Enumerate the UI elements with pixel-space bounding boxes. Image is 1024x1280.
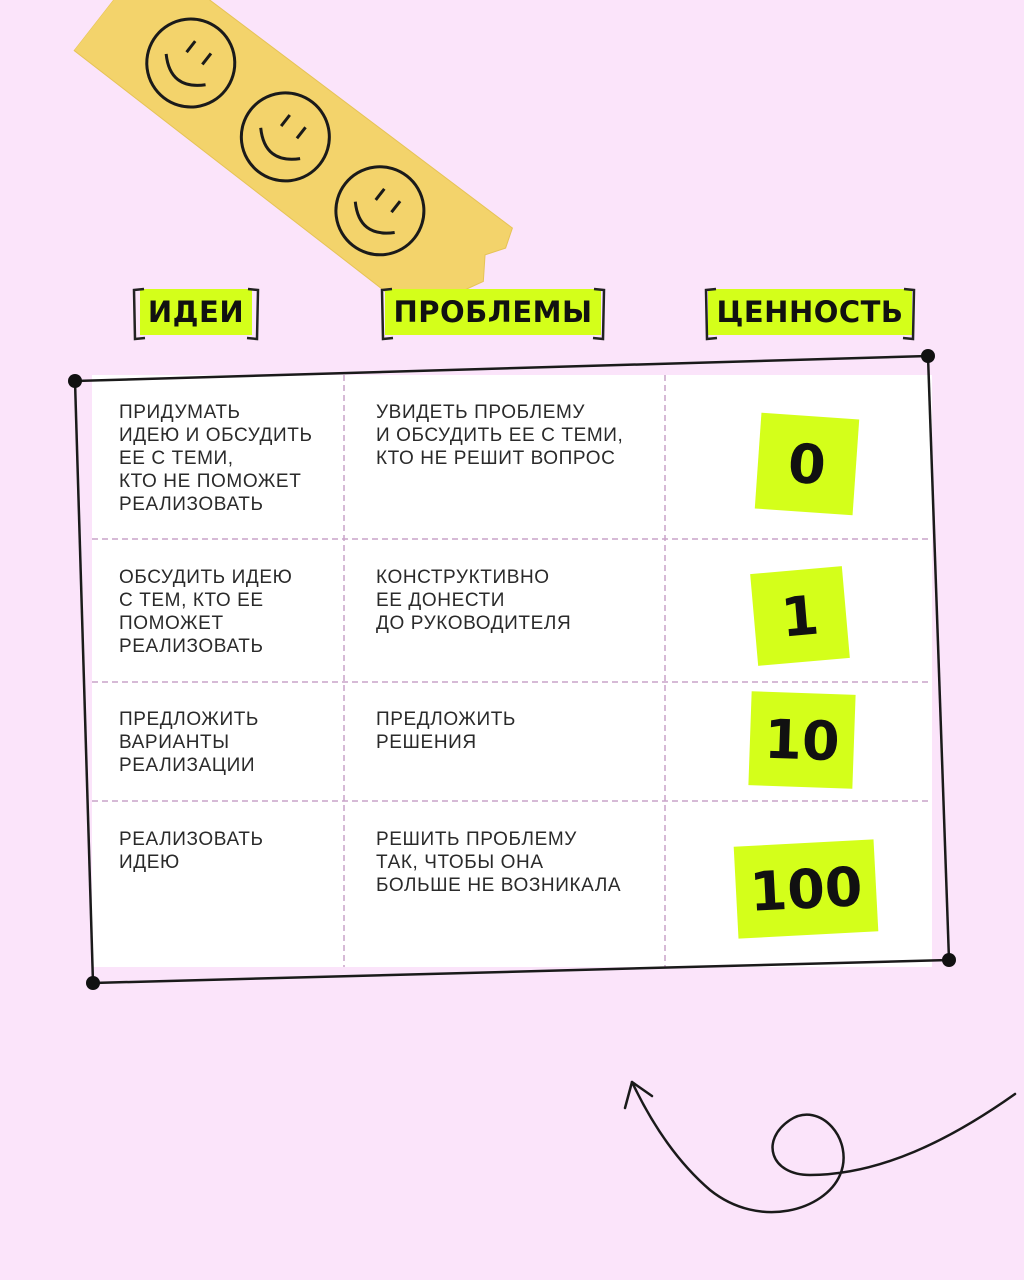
header-ideas-label: ИДЕИ (140, 289, 252, 335)
bracket-left-icon (132, 287, 146, 341)
header-problems-label: ПРОБЛЕМЫ (385, 289, 600, 335)
value-badge: 10 (748, 691, 855, 789)
table-cell-problem: УВИДЕТЬ ПРОБЛЕМУ И ОБСУДИТЬ ЕЕ С ТЕМИ, КТО НЕ РЕШИТ ВОПРОС (376, 402, 624, 469)
table-cell-idea: ОБСУДИТЬ ИДЕЮ С ТЕМ, КТО ЕЕ ПОМОЖЕТ РЕАЛИЗОВАТЬ (119, 567, 293, 657)
header-ideas (132, 287, 260, 337)
header-problems (380, 287, 606, 337)
value-badge: 0 (755, 413, 859, 516)
table-cell-problem: РЕШИТЬ ПРОБЛЕМУ ТАК, ЧТОБЫ ОНА БОЛЬШЕ НЕ ВОЗНИКАЛА (376, 829, 622, 896)
bracket-right-icon (902, 287, 916, 341)
table-cell-problem: ПРЕДЛОЖИТЬ РЕШЕНИЯ (376, 709, 516, 753)
value-badge: 1 (750, 566, 850, 666)
header-value-label: ЦЕННОСТЬ (708, 289, 911, 335)
bracket-left-icon (380, 287, 394, 341)
table-cell-idea: РЕАЛИЗОВАТЬ ИДЕЮ (119, 829, 264, 873)
table-cell-idea: ПРЕДЛОЖИТЬ ВАРИАНТЫ РЕАЛИЗАЦИИ (119, 709, 259, 776)
bracket-left-icon (704, 287, 718, 341)
table-cell-problem: КОНСТРУКТИВНО ЕЕ ДОНЕСТИ ДО РУКОВОДИТЕЛЯ (376, 567, 572, 634)
bracket-right-icon (592, 287, 606, 341)
header-value (704, 287, 916, 337)
curly-arrow-icon (625, 1082, 1015, 1212)
bracket-right-icon (246, 287, 260, 341)
value-badge: 100 (734, 839, 879, 938)
table-cell-idea: ПРИДУМАТЬ ИДЕЮ И ОБСУДИТЬ ЕЕ С ТЕМИ, КТО НЕ ПОМОЖЕТ РЕАЛИЗОВАТЬ (119, 402, 313, 515)
